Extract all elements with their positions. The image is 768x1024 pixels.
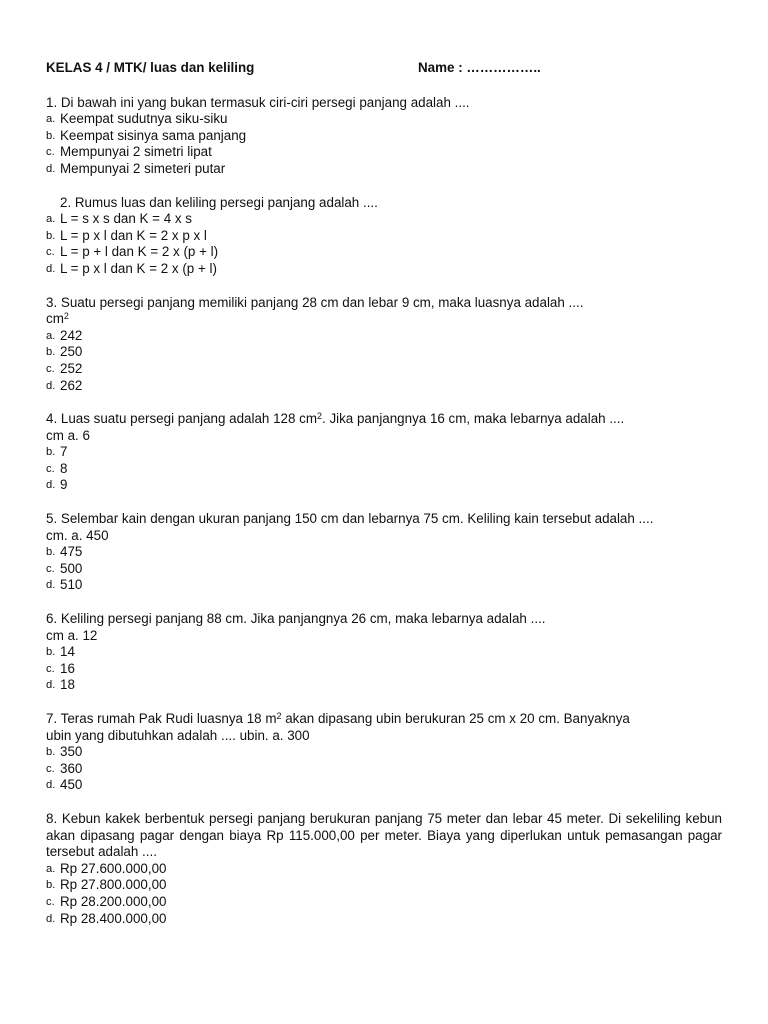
option-c[interactable]: c. 500 [46, 560, 83, 576]
question-7 [46, 711, 722, 794]
option-c[interactable]: c. 252 [46, 360, 83, 376]
question-text: 1. Di bawah ini yang bukan termasuk ciri-ciri persegi panjang adalah .... [46, 94, 470, 110]
option-b[interactable]: b. 7 [46, 444, 68, 460]
option-c[interactable]: c. 360 [46, 760, 83, 776]
name-field[interactable]: Name : …………….. [418, 60, 541, 75]
option-a[interactable]: a. L = s x s dan K = 4 x s [46, 211, 192, 227]
option-d[interactable]: d. 9 [46, 477, 68, 493]
question-8 [46, 810, 726, 927]
option-c[interactable]: c. 16 [46, 660, 75, 676]
question-6 [46, 611, 722, 694]
option-a[interactable]: a. Rp 27.600.000,00 [46, 860, 167, 876]
option-c[interactable]: c. Mempunyai 2 simetri lipat [46, 144, 212, 160]
option-d[interactable]: d. L = p x l dan K = 2 x (p + l) [46, 260, 217, 276]
question-1 [46, 95, 722, 178]
question-4 [46, 411, 722, 494]
option-c[interactable]: c. L = p + l dan K = 2 x (p + l) [46, 244, 219, 260]
option-c[interactable]: c. 8 [46, 460, 68, 476]
option-d[interactable]: d. 450 [46, 777, 83, 793]
question-text: 4. Luas suatu persegi panjang adalah 128 $cm^2$. Jika panjangnya 16 cm, maka lebarnya adalah .... [46, 411, 625, 427]
option-a-inline[interactable]: cm a. 6 [46, 427, 90, 443]
option-a[interactable]: a. 242 [46, 327, 83, 343]
unit-line: $cm^2$ [46, 311, 69, 327]
option-d[interactable]: d. Mempunyai 2 simeteri putar [46, 160, 226, 176]
option-b[interactable]: b. 14 [46, 644, 75, 660]
option-b[interactable]: b. 475 [46, 544, 83, 560]
worksheet-title: KELAS 4 / MTK/ luas dan keliling [46, 60, 255, 75]
option-d[interactable]: d. Rp 28.400.000,00 [46, 910, 167, 926]
question-text: 6. Keliling persegi panjang 88 cm. Jika panjangnya 26 cm, maka lebarnya adalah .... [46, 611, 546, 627]
option-a-inline[interactable]: ubin yang dibutuhkan adalah .... ubin. a. 300 [46, 727, 310, 743]
option-d[interactable]: d. 18 [46, 677, 75, 693]
worksheet-header [46, 60, 722, 77]
question-text: 3. Suatu persegi panjang memiliki panjang 28 cm dan lebar 9 cm, maka luasnya adalah .... [46, 294, 584, 310]
option-b[interactable]: b. Keempat sisinya sama panjang [46, 127, 247, 143]
question-3 [46, 295, 722, 395]
option-a-inline[interactable]: cm a. 12 [46, 627, 98, 643]
option-a-inline[interactable]: cm. a. 450 [46, 527, 109, 543]
option-d[interactable]: d. 262 [46, 377, 83, 393]
worksheet-page [46, 60, 726, 944]
option-c[interactable]: c. Rp 28.200.000,00 [46, 893, 167, 909]
option-a[interactable]: a. Keempat sudutnya siku-siku [46, 111, 228, 127]
question-text: 5. Selembar kain dengan ukuran panjang 150 cm dan lebarnya 75 cm. Keliling kain tersebut adalah .... [46, 511, 654, 527]
question-2 [46, 195, 722, 278]
question-text: 2. Rumus luas dan keliling persegi panjang adalah .... [60, 194, 378, 210]
question-text: 7. Teras rumah Pak Rudi luasnya 18 $m^2$ akan dipasang ubin berukuran 25 cm x 20 cm. Banyaknya [46, 711, 630, 726]
question-5 [46, 511, 722, 594]
option-b[interactable]: b. L = p x l dan K = 2 x p x l [46, 227, 207, 243]
option-b[interactable]: b. 250 [46, 344, 83, 360]
option-b[interactable]: b. Rp 27.800.000,00 [46, 877, 167, 893]
option-b[interactable]: b. 350 [46, 744, 83, 760]
option-d[interactable]: d. 510 [46, 577, 83, 593]
question-text: 8. Kebun kakek berbentuk persegi panjang berukuran panjang 75 meter dan lebar 45 meter. Di sekeliling kebun akan dipasang pagar dengan biaya Rp 115.000,00 per meter. Biaya yang diperlukan untuk pemasangan pagar tersebut adalah .... [46, 810, 726, 860]
